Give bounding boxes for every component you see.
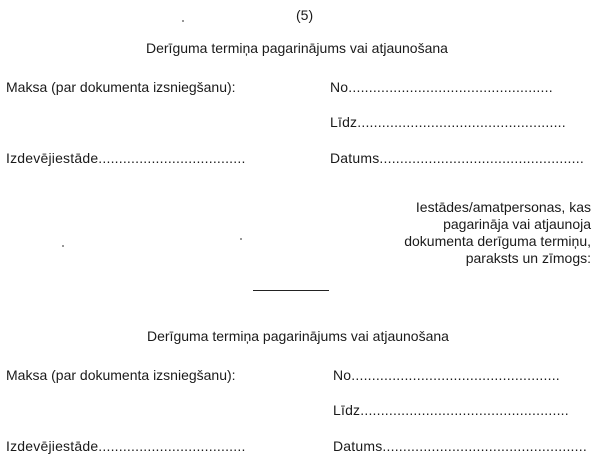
section-title: Derīguma termiņa pagarinājums vai atjaunošana: [146, 40, 448, 56]
fee-label: Maksa (par dokumenta izsniegšanu):: [6, 79, 236, 95]
scan-speck: [62, 245, 64, 247]
signature-and-stamp-caption: Iestādes/amatpersonas, kas pagarināja vai atjaunoja dokumenta derīguma termiņu, paraksts un zīmogs:: [404, 199, 591, 266]
date-field: Datums..................................................: [333, 438, 587, 454]
signature-line: [253, 290, 329, 291]
valid-from-field: No..................................................: [330, 79, 553, 95]
valid-to-field: Līdz...................................................: [330, 114, 566, 130]
valid-from-field: No...................................................: [333, 367, 560, 383]
page-number: (5): [296, 7, 314, 23]
scan-speck: [240, 238, 242, 240]
section-title: Derīguma termiņa pagarinājums vai atjaunošana: [147, 328, 449, 344]
issuing-authority-field: Izdevējiestāde....................................: [6, 150, 246, 166]
fee-label: Maksa (par dokumenta izsniegšanu):: [6, 367, 236, 383]
issuing-authority-field: Izdevējiestāde....................................: [6, 438, 246, 454]
scan-speck: [182, 20, 184, 22]
valid-to-field: Līdz...................................................: [333, 402, 569, 418]
date-field: Datums..................................................: [330, 150, 584, 166]
